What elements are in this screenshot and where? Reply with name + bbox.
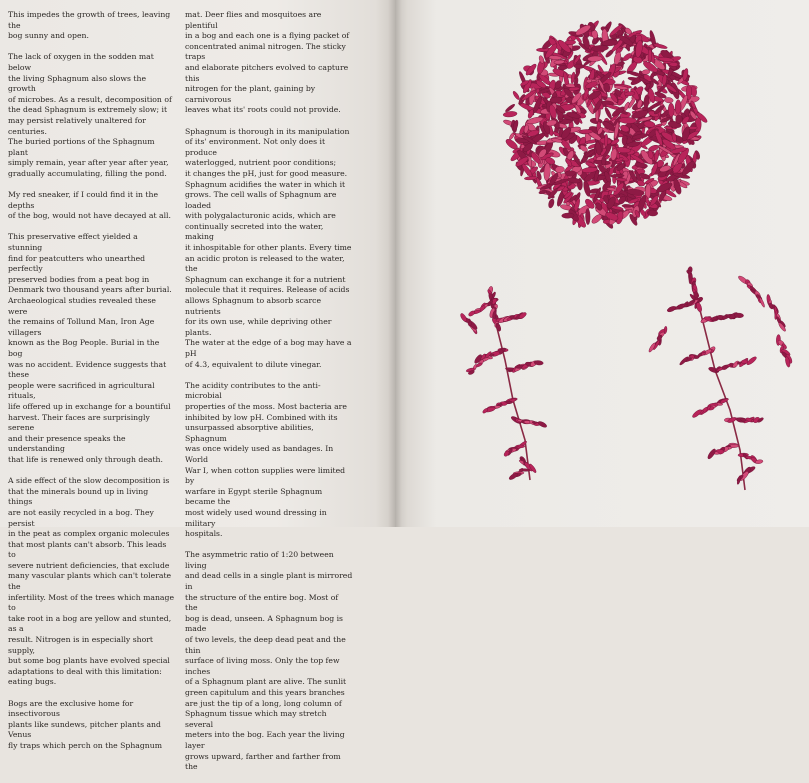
paragraph: Sphagnum is thorough in its manipulation of its' environment. Not only does it produce waterlogged, nutrient poor conditions; it changes the pH, just for good measure. Sphagnum acidifies the water in which it grows. The cell walls of Sphagnum are loaded with polygalacturonic acids, which are continually secreted into the water, making it inhospitable for other plants. Every time an acidic proton is released to the water, the Sphagnum can exchange it for a nutrient molecule that it requires. Release of acids allows Sphagnum to absorb scarce nutrients for its own use, while depriving other plants. The water at the edge of a bog may have a pH of 4.3, equivalent to dilute vinegar. — [185, 126, 352, 369]
paragraph: A side effect of the slow decomposition is that the minerals bound up in living things are not easily recycled in a bog. They persist in the peat as complex organic molecules that most plants can't absorb. This leads to severe nutrient deficiencies, that exclude many vascular plants which can't tolerate the infertility. Most of the trees which manage to take root in a bog are yellow and stunted, as a result. Nitrogen is in especially short supply, but some bog plants have evolved special adaptations to deal with this limitation: eating bugs. — [8, 476, 174, 687]
paragraph: The acidity contributes to the anti-microbial properties of the moss. Most bacteria are inhibited by low pH. Combined with its unsurpassed absorptive abilities, Sphagnum was once widely used as bandages. In World War I, when cotton supplies were limited by warfare in Egypt sterile Sphagnum became the most widely used wound dressing in military hospitals. — [185, 380, 347, 539]
paragraph: The lack of oxygen in the sodden mat below the living Sphagnum also slows the growth of microbes. As a result, decomposition of the dead Sphagnum is extremely slow; it may persist relatively unaltered for centuries. The buried portions of the Sphagnum plant simply remain, year after year after year, gradually accumulating, filling the pond. — [8, 52, 172, 178]
text-column-2 — [185, 10, 353, 783]
right-page — [395, 0, 809, 527]
sphagnum-clump-illustration — [503, 20, 709, 230]
paragraph: This impedes the growth of trees, leaving the bog sunny and open. — [8, 10, 171, 41]
sphagnum-stem-left-illustration — [459, 286, 547, 481]
sphagnum-stem-right-illustration — [648, 266, 793, 490]
paragraph: Bogs are the exclusive home for insectivorous plants like sundews, pitcher plants and Venus fly traps which perch on the Sphagnum — [8, 698, 162, 750]
left-page — [0, 0, 395, 772]
paragraph: mat. Deer flies and mosquitoes are plentiful in a bog and each one is a flying packet of concentrated animal nitrogen. The sticky traps and elaborate pitchers evolved to capture this nitrogen for the plant, gaining by carnivorous leaves what its' roots could not provide. — [185, 10, 350, 115]
illustration-canvas — [395, 0, 809, 527]
paragraph: This preservative effect yielded a stunning find for peatcutters who unearthed perfectly preserved bodies from a peat bog in Denmark two thousand years after burial. Archaeological studies revealed these were the remains of Tollund Man, Iron Age villagers known as the Bog People. Burial in the bog was no accident. Evidence suggests that these people were sacrificed in agricultural rituals, life offered up in exchange for a bountiful harvest. Their faces are surprisingly serene and their presence speaks the understanding that life is renewed only through death. — [8, 232, 172, 464]
text-column-1 — [8, 10, 174, 762]
book-gutter — [388, 0, 402, 527]
paragraph: The asymmetric ratio of 1:20 between living and dead cells in a single plant is mirrored in the structure of the entire bog. Most of the bog is dead, unseen. A Sphagnum bog is made of two levels, the deep dead peat and the thin surface of living moss. Only the top few inches of a Sphagnum plant are alive. The sunlit green capitulum and this years branches are just the tip of a long, long column of Sphagnum tissue which may stretch several meters into the bog. Each year the living layer grows upward, farther and farther from the — [185, 550, 353, 772]
paragraph: My red sneaker, if I could find it in the depths of the bog, would not have decayed at all. — [8, 190, 171, 221]
